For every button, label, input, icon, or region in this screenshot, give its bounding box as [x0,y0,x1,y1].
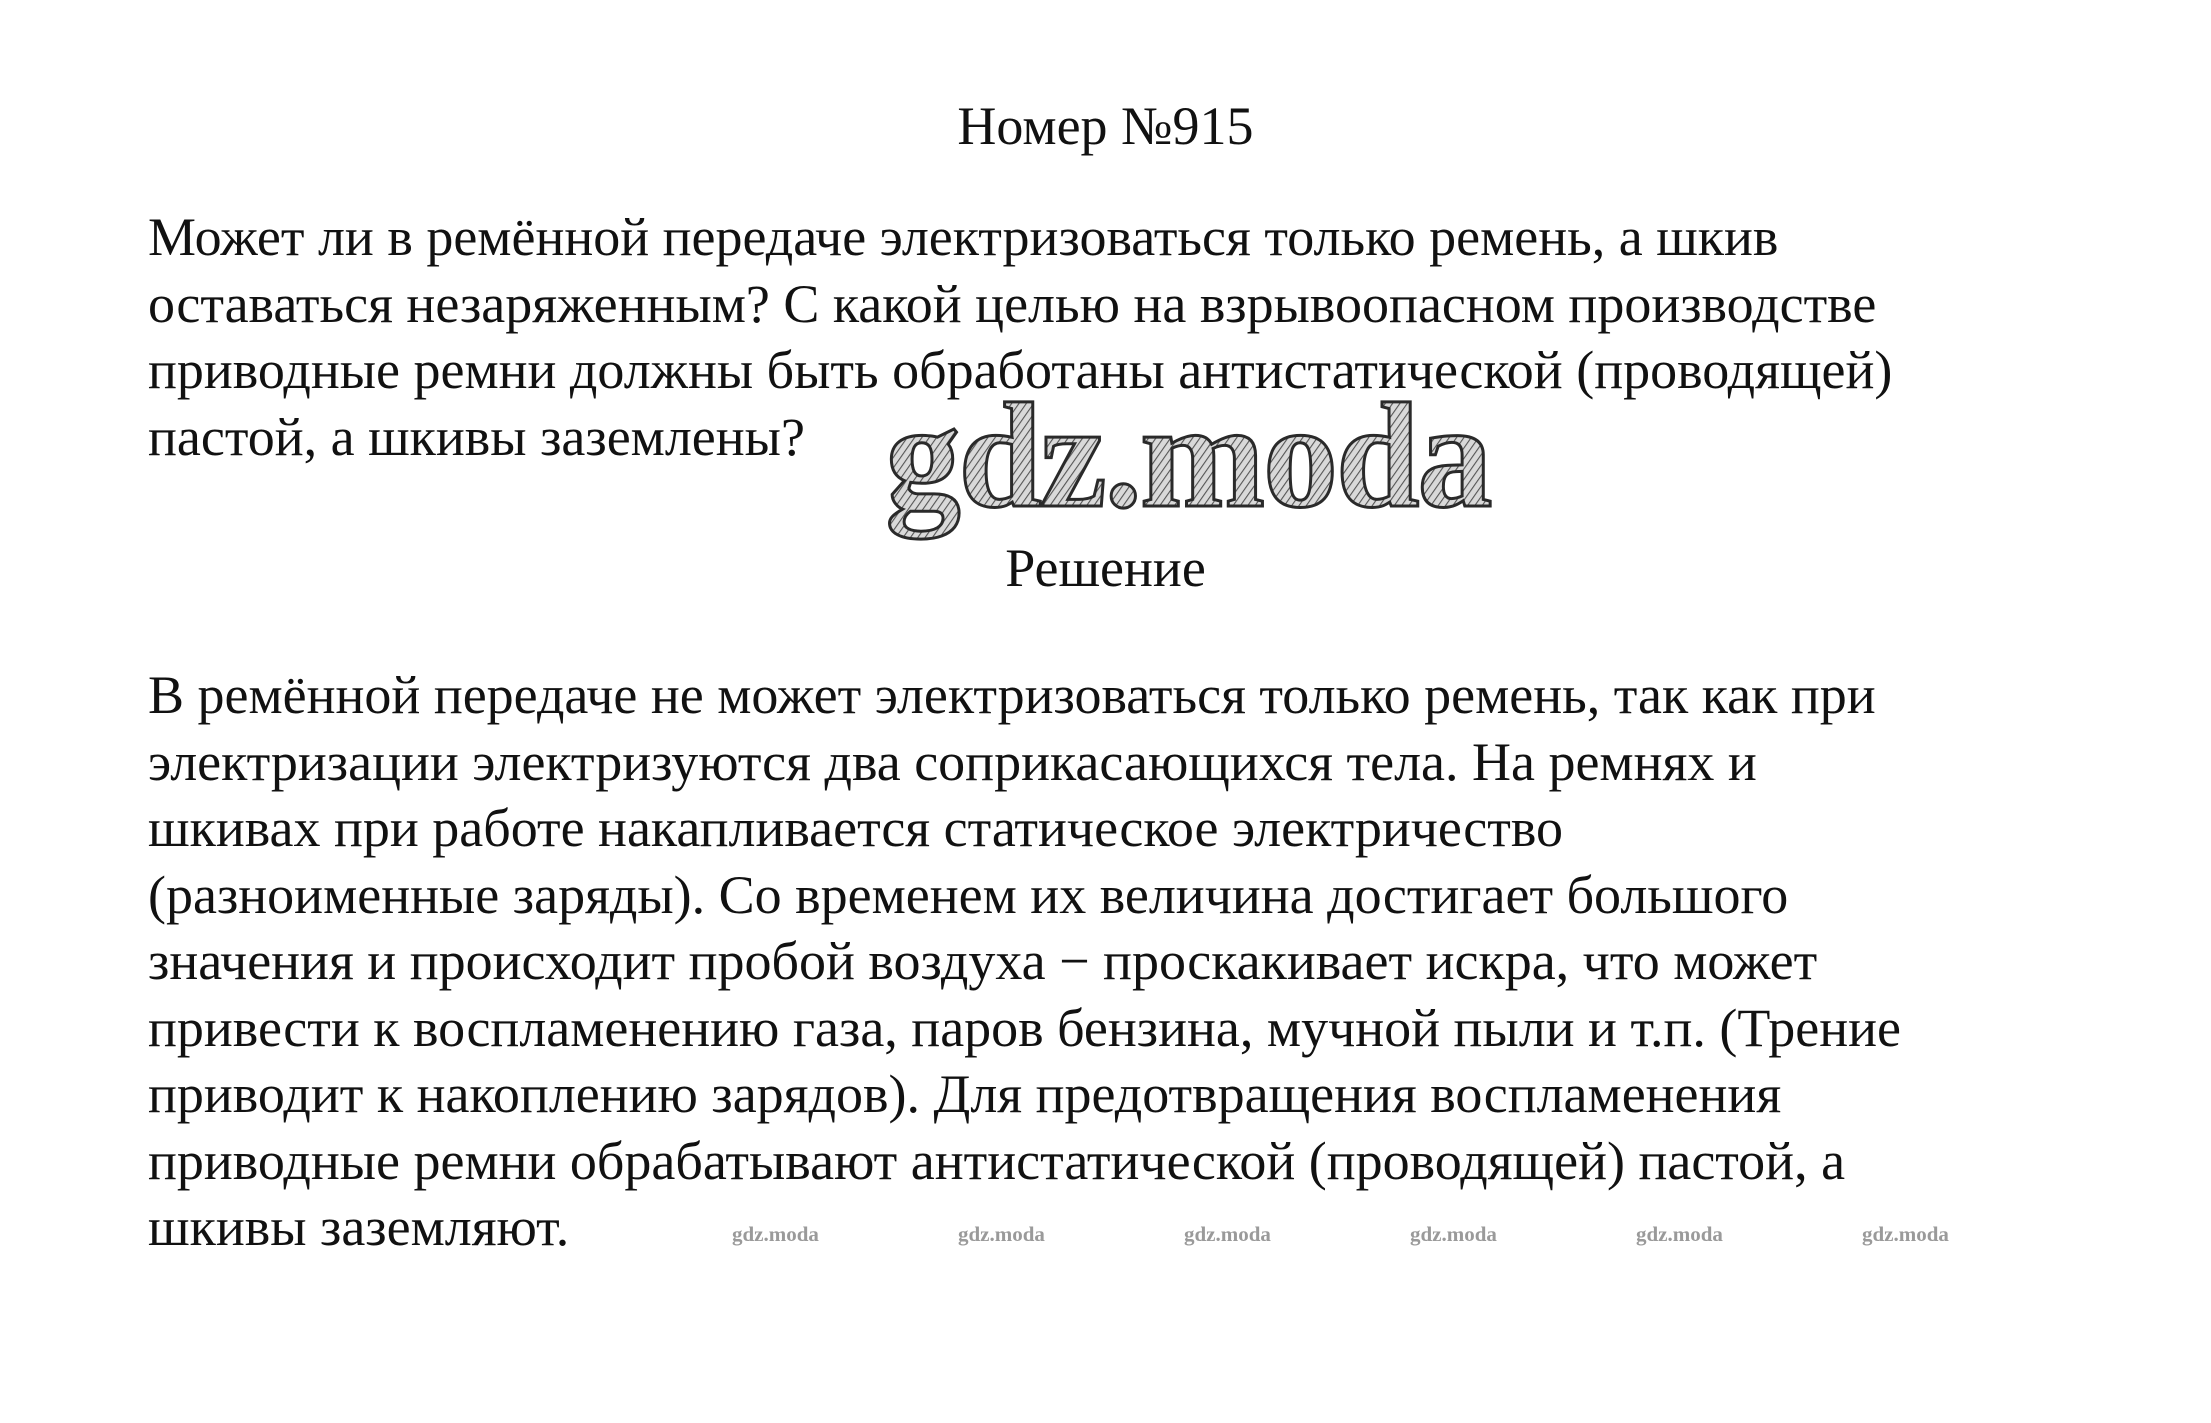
solution-line: приводит к накоплению зарядов). Для предотвращения воспламенения [148,1064,1782,1124]
solution-text [148,662,2138,1261]
footer-watermark: gdz.moda [958,1222,1045,1246]
footer-watermark: gdz.moda [1862,1222,1949,1246]
footer-watermark: gdz.moda [1410,1222,1497,1246]
solution-line: приводные ремни обрабатывают антистатической (проводящей) пастой, а [148,1130,1846,1191]
watermark-logo-text: gdz.moda [885,388,1491,539]
solution-line: электризации электризуются два соприкасающихся тела. На ремнях и [148,731,1757,792]
question-line: Может ли в ремённой передаче электризоваться только ремень, а шкив [148,207,1779,267]
footer-watermark: gdz.moda [732,1222,819,1246]
solution-line: В ремённой передаче не может электризоваться только ремень, так как при [148,665,1876,725]
footer-watermark: gdz.moda [1184,1222,1271,1246]
question-line: приводные ремни должны быть обработаны антистатической (проводящей) [148,340,1893,400]
page-title: Номер №915 [957,96,1254,156]
solution-heading: Решение [1005,538,1206,598]
watermark-logo [868,388,1508,558]
solution-line: значения и происходит пробой воздуха − проскакивает искра, что может [148,931,1818,991]
solution-line: шкивы заземляют. [148,1197,570,1257]
solution-line: шкивах при работе накапливается статическое электричество [148,798,1563,858]
footer-watermark: gdz.moda [1636,1222,1723,1246]
solution-line: привести к воспламенению газа, паров бензина, мучной пыли и т.п. (Трение [148,997,1902,1058]
solution-line: (разноименные заряды). Со временем их величина достигает большого [148,864,1789,925]
question-line: пастой, а шкивы заземлены? [148,406,805,467]
question-line: оставаться незаряженным? С какой целью на взрывоопасном производстве [148,273,1877,334]
